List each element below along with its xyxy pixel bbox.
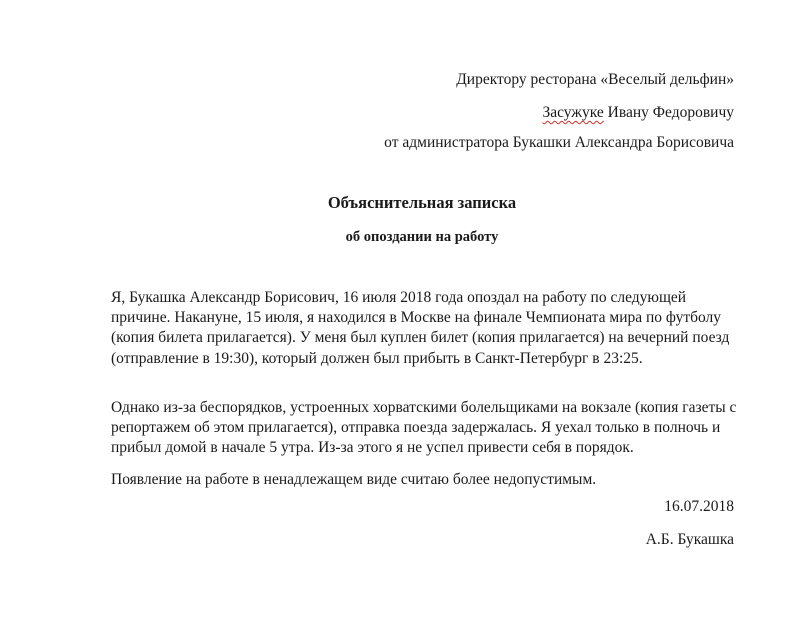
document-date: 16.07.2018: [664, 498, 734, 515]
recipient-position: Директору ресторана «Веселый дельфин»: [456, 71, 734, 88]
recipient-surname: Засужуке: [542, 104, 604, 121]
body-paragraph-3: Появление на работе в ненадлежащем виде считаю более недопустимым.: [111, 471, 597, 488]
document-subtitle: об опоздании на работу: [345, 229, 499, 245]
body-paragraph-2: Однако из-за беспорядков, устроенных хорватскими болельщиками на вокзале (копия газеты с репортажем об этом прилагается), отправка поезда задержалась. Я уехал только в полночь и прибыл домой в начале 5 утра. Из-за этого я не успел привести себя в порядок.: [111, 399, 737, 457]
sender-line: от администратора Букашки Александра Борисовича: [384, 134, 734, 151]
recipient-given-names: Ивану Федоровичу: [603, 104, 734, 121]
recipient-name: [542, 103, 734, 123]
document-title: Объяснительная записка: [327, 193, 517, 212]
signature: А.Б. Букашка: [645, 531, 734, 548]
body-paragraph-1: Я, Букашка Александр Борисович, 16 июля 2018 года опоздал на работу по следующей причине. Накануне, 15 июля, я находился в Москве на финале Чемпионата мира по футболу (копия билета прилагается). У меня был куплен билет (копия прилагается) на вечерний поезд (отправление в 19:30), который должен был прибыть в Санкт-Петербург в 23:25.: [111, 289, 730, 367]
